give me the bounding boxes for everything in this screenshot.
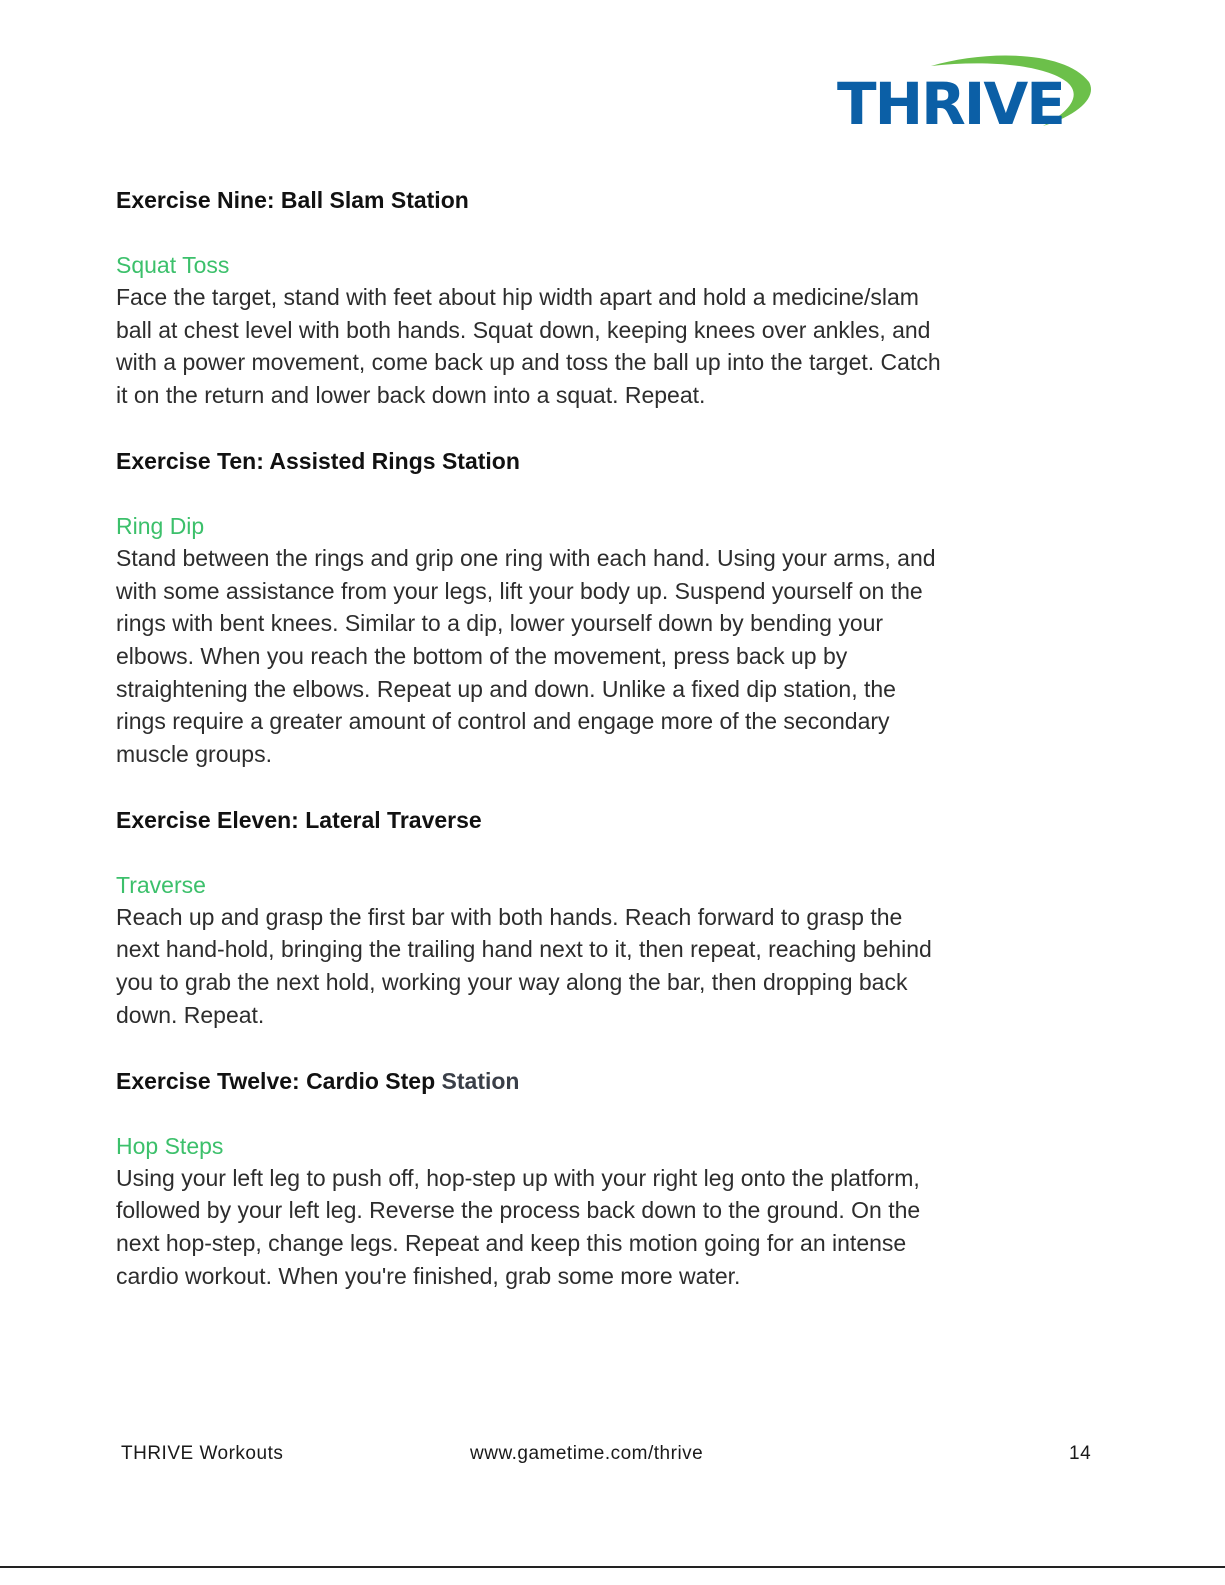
movement-name: Traverse — [116, 871, 206, 898]
description-line: down. Repeat. — [116, 1001, 265, 1028]
exercise-heading — [116, 804, 1096, 836]
page-number: 14 — [1069, 1443, 1092, 1464]
exercise-sections — [116, 184, 1096, 1292]
thrive-logo-graphic — [835, 52, 1095, 138]
bottom-rule — [0, 1566, 1225, 1568]
exercise-heading-text: Exercise Eleven: Lateral Traverse — [116, 806, 482, 833]
movement-name: Ring Dip — [116, 512, 205, 539]
thrive-logo — [835, 52, 1095, 138]
footer-url: www.gametime.com/thrive — [470, 1443, 704, 1464]
exercise-section — [116, 184, 1096, 445]
footer-title: THRIVE Workouts — [121, 1443, 284, 1464]
logo-wordmark: THRIVE — [837, 70, 1064, 138]
page-footer — [0, 1443, 1225, 1471]
description-line: rings with bent knees. Similar to a dip, lower yourself down by bending your — [116, 610, 884, 637]
movement-description — [116, 281, 1096, 412]
description-line: it on the return and lower back down into a squat. Repeat. — [116, 382, 706, 409]
exercise-heading — [116, 1065, 1096, 1097]
exercise-heading-text: Exercise Nine: Ball Slam Station — [116, 187, 469, 213]
exercise-heading-text: Exercise Ten: Assisted Rings Station — [116, 447, 520, 474]
description-line: Stand between the rings and grip one ring with each hand. Using your arms, and — [116, 544, 936, 571]
description-line: you to grab the next hold, working your way along the bar, then dropping back — [116, 969, 908, 996]
description-line: with a power movement, come back up and toss the ball up into the target. Catch — [116, 349, 941, 376]
description-line: followed by your left leg. Reverse the process back down to the ground. On the — [116, 1197, 921, 1224]
exercise-section — [116, 1065, 1096, 1293]
description-line: with some assistance from your legs, lift your body up. Suspend yourself on the — [116, 577, 923, 604]
description-line: ball at chest level with both hands. Squat down, keeping knees over ankles, and — [116, 316, 931, 343]
description-line: Using your left leg to push off, hop-step up with your right leg onto the platform, — [116, 1164, 920, 1191]
movement-name: Hop Steps — [116, 1132, 224, 1159]
description-line: Reach up and grasp the first bar with both hands. Reach forward to grasp the — [116, 903, 903, 930]
description-line: Face the target, stand with feet about hip width apart and hold a medicine/slam — [116, 284, 919, 310]
document-body — [116, 184, 1096, 1292]
movement-name: Squat Toss — [116, 252, 230, 278]
exercise-heading — [116, 445, 1096, 477]
exercise-heading — [116, 184, 1096, 216]
exercise-section — [116, 804, 1096, 1065]
exercise-section — [116, 445, 1096, 804]
description-line: muscle groups. — [116, 741, 272, 768]
description-line: cardio workout. When you're finished, grab some more water. — [116, 1262, 741, 1289]
description-line: straightening the elbows. Repeat up and down. Unlike a fixed dip station, the — [116, 675, 896, 702]
exercise-heading-text: Exercise Twelve: Cardio Step — [116, 1067, 442, 1094]
exercise-heading-suffix: Station — [441, 1067, 520, 1094]
movement-description — [116, 901, 1096, 1032]
description-line: next hand-hold, bringing the trailing hand next to it, then repeat, reaching behind — [116, 936, 932, 963]
movement-description — [116, 542, 1096, 771]
description-line: rings require a greater amount of control and engage more of the secondary — [116, 708, 890, 735]
movement-description — [116, 1162, 1096, 1293]
description-line: next hop-step, change legs. Repeat and keep this motion going for an intense — [116, 1229, 907, 1256]
description-line: elbows. When you reach the bottom of the movement, press back up by — [116, 642, 848, 669]
